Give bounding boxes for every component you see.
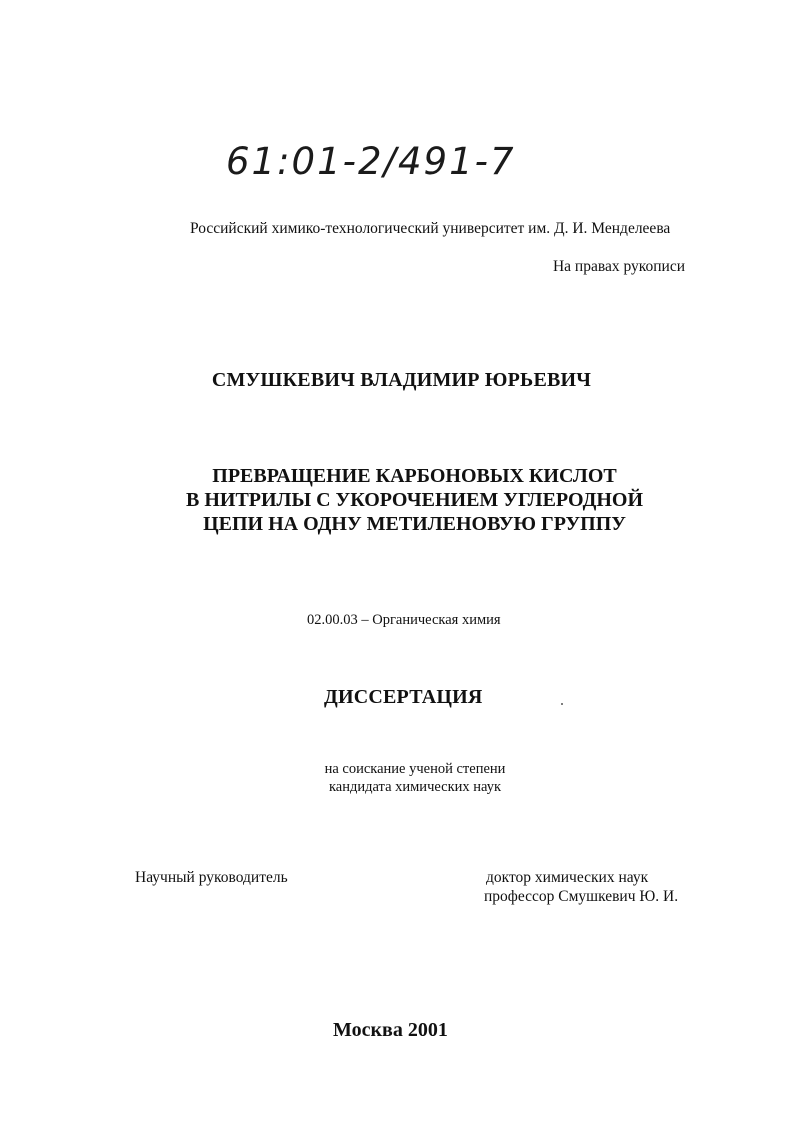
advisor-degree: доктор химических наук: [486, 869, 649, 886]
handwritten-number-graphic: [222, 118, 552, 198]
degree-line: кандидата химических наук: [328, 779, 502, 795]
manuscript-rights-note: На правах рукописи: [552, 258, 685, 275]
university-name: Российский химико-технологический университет им. Д. И. Менделеева: [190, 220, 671, 237]
handwritten-catalog-number: [222, 118, 552, 198]
advisor-label: Научный руководитель: [135, 869, 288, 886]
scan-speck: [561, 703, 563, 705]
title-line: В НИТРИЛЫ С УКОРОЧЕНИЕМ УГЛЕРОДНОЙ: [185, 489, 643, 511]
handwritten-number-text: 61:01-2/491-7: [226, 140, 516, 183]
dissertation-title: [0, 464, 793, 536]
specialty-code: 02.00.03 – Органическая химия: [307, 612, 501, 628]
place-and-year: Москва 2001: [333, 1019, 448, 1041]
advisor-name: профессор Смушкевич Ю. И.: [484, 888, 679, 905]
title-line: ПРЕВРАЩЕНИЕ КАРБОНОВЫХ КИСЛОТ: [212, 465, 617, 487]
title-line: ЦЕПИ НА ОДНУ МЕТИЛЕНОВУЮ ГРУППУ: [203, 513, 626, 535]
author-name: СМУШКЕВИЧ ВЛАДИМИР ЮРЬЕВИЧ: [211, 369, 592, 391]
degree-statement: [300, 760, 530, 796]
document-type-heading: ДИССЕРТАЦИЯ: [324, 686, 483, 708]
degree-line: на соискание ученой степени: [324, 761, 506, 777]
